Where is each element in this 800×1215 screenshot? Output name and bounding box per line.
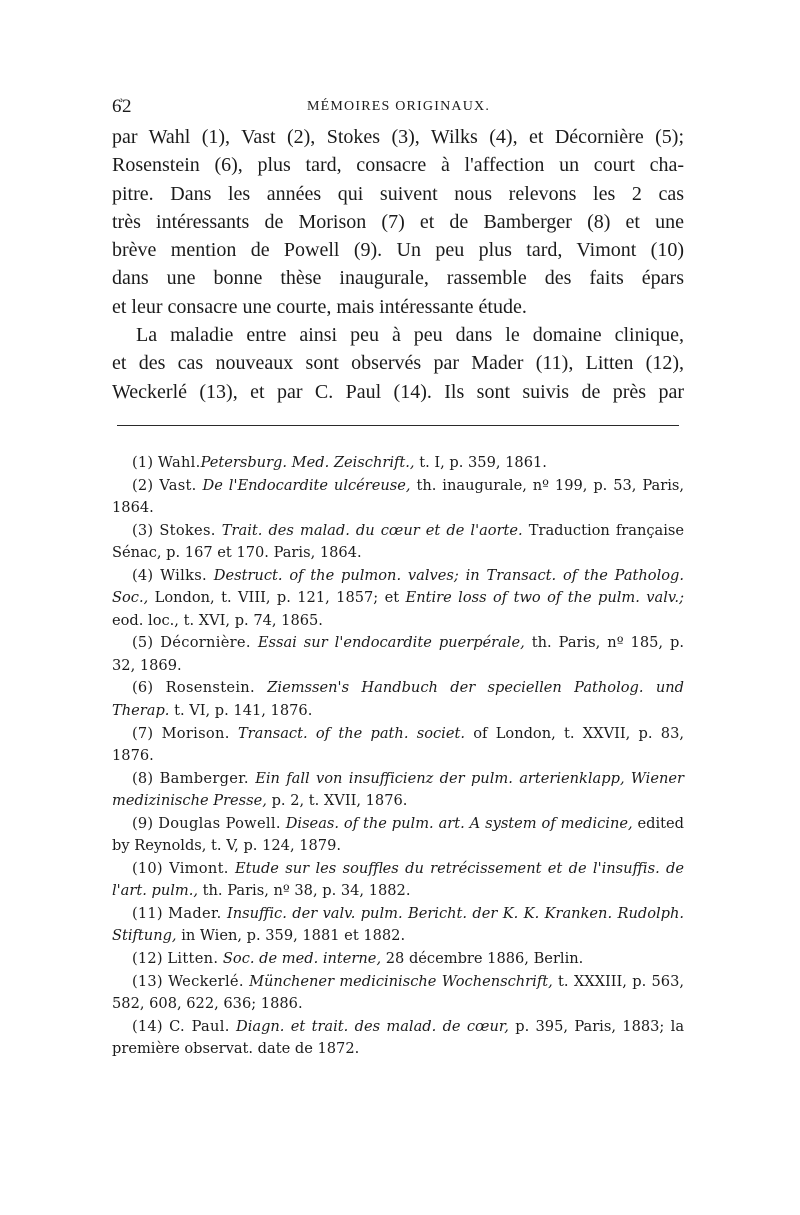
footnote-number: (7) — [132, 724, 154, 742]
footnote-number: (5) — [132, 634, 154, 652]
footnote-title: Soc. de med. interne, — [222, 950, 382, 968]
footnote-number: (14) — [132, 1017, 163, 1035]
body-line: pitre. Dans les années qui suivent nous relevons les 2 cas — [112, 182, 684, 205]
footnote — [112, 632, 684, 677]
footnote — [112, 1016, 684, 1061]
footnote-details: t. XXXIII, p. 563, 582, 608, 622, 636; 1886. — [112, 972, 684, 1013]
footnote-title: Trait. des malad. du cœur et de l'aorte. — [221, 521, 523, 539]
footnote — [112, 452, 684, 475]
footnote-author: Vimont. — [169, 859, 229, 877]
footnote-details: p. 395, Paris, 1883; la première observat. date de 1872. — [112, 1017, 685, 1058]
footnote — [112, 565, 684, 633]
footnote-title: Diseas. of the pulm. art. A system of medicine, — [285, 814, 633, 832]
footnote-number: (8) — [132, 769, 154, 787]
body-line: Rosenstein (6), plus tard, consacre à l'affection un court cha- — [112, 154, 684, 177]
footnote-author: Bamberger. — [159, 769, 249, 787]
footnote-title: Etude sur les souffles du retrécissement et de l'insuffis. de l'art. pulm., — [112, 859, 685, 900]
footnote — [112, 520, 684, 565]
footnote — [112, 813, 684, 858]
footnote-author: Vast. — [159, 476, 197, 494]
footnote-number: (13) — [132, 972, 163, 990]
footnote-author: Litten. — [167, 950, 219, 968]
body-text — [112, 123, 684, 406]
body-line: dans une bonne thèse inaugurale, rassemble des faits épars — [112, 267, 684, 290]
footnote-title: Ein fall von insufficienz der pulm. arterienklapp, Wiener medizinische Presse, — [112, 769, 684, 810]
footnote-details: th. Paris, nº 38, p. 34, 1882. — [198, 882, 411, 900]
footnote-title: Essai sur l'endocardite puerpérale, — [257, 634, 525, 652]
footnote-details: th. Paris, nº 185, p. 32, 1869. — [112, 634, 685, 674]
footnote-number: (9) — [132, 814, 154, 832]
footnote-number: (3) — [132, 521, 154, 539]
footnote-author: Rosenstein. — [165, 679, 255, 697]
page-number: 6͗2 — [112, 96, 132, 117]
footnote-number: (12) — [132, 950, 163, 968]
footnote-number: (2) — [132, 476, 154, 494]
footnote — [112, 723, 684, 768]
footnote-author: Décornière. — [160, 634, 251, 652]
footnote-author: Douglas Powell. — [158, 814, 281, 832]
running-head — [112, 96, 682, 118]
footnote-separator — [117, 425, 679, 426]
footnote-title: Transact. of the path. societ. — [237, 724, 465, 742]
footnote — [112, 903, 684, 948]
footnote-author: Weckerlé. — [168, 972, 244, 990]
body-line: Weckerlé (13), et par C. Paul (14). Ils sont suivis de près par — [112, 380, 684, 403]
footnote-title-secondary: Entire loss of two of the pulm. valv.; — [405, 589, 684, 607]
footnote — [112, 948, 684, 971]
footnote-title: Destruct. of the pulmon. valves; in Transact. of the Patholog. Soc., — [112, 566, 685, 607]
footnote-details: in Wien, p. 359, 1881 et 1882. — [176, 927, 406, 945]
footnote — [112, 971, 684, 1016]
body-line: La maladie entre ainsi peu à peu dans le domaine clinique, — [136, 324, 684, 347]
footnote-title: Petersburg. Med. Zeischrift., — [200, 454, 415, 471]
footnote-title: Insuffic. der valv. pulm. Bericht. der K. K. Kranken. Rudolph. Stiftung, — [112, 904, 685, 945]
footnote-number: (6) — [132, 679, 154, 697]
footnote-details: th. inaugurale, nº 199, p. 53, Paris, 1864. — [112, 476, 685, 517]
footnote-title: Diagn. et trait. des malad. de cœur, — [236, 1017, 509, 1035]
body-line: brève mention de Powell (9). Un peu plus tard, Vimont (10) — [112, 239, 684, 262]
footnote — [112, 677, 684, 722]
footnote-number: (1) — [132, 454, 154, 471]
footnote — [112, 858, 684, 903]
footnote-number: (11) — [132, 904, 163, 922]
body-line: et leur consacre une courte, mais intéressante étude. — [112, 295, 527, 318]
footnote-details: p. 2, t. XVII, 1876. — [266, 792, 408, 810]
footnote-author: Wilks. — [160, 566, 207, 584]
footnote-details-secondary: eod. loc., t. XVI, p. 74, 1865. — [112, 611, 323, 629]
footnote-details: 28 décembre 1886, Berlin. — [381, 950, 584, 968]
footnote-author: Mader. — [168, 904, 222, 922]
body-line: très intéressants de Morison (7) et de Bamberger (8) et une — [112, 210, 684, 233]
footnote-title: De l'Endocardite ulcéreuse, — [202, 476, 411, 494]
footnote-details: of London, t. XXVII, p. 83, 1876. — [112, 724, 685, 765]
footnotes — [112, 452, 684, 1061]
footnote-title: Münchener medicinische Wochenschrift, — [249, 972, 553, 990]
footnote-details: London, t. VIII, p. 121, 1857; et — [148, 589, 406, 607]
body-line: par Wahl (1), Vast (2), Stokes (3), Wilks (4), et Décornière (5); — [112, 126, 684, 148]
running-title: MÉMOIRES ORIGINAUX. — [307, 99, 491, 114]
body-line: et des cas nouveaux sont observés par Mader (11), Litten (12), — [112, 352, 684, 375]
footnote — [112, 475, 684, 520]
footnote-details: Traduction française Sénac, p. 167 et 170. Paris, 1864. — [112, 521, 685, 562]
footnote-details: edited by Reynolds, t. V, p. 124, 1879. — [112, 814, 685, 855]
footnote-details: t. VI, p. 141, 1876. — [169, 702, 313, 720]
footnote-number: (4) — [132, 566, 154, 584]
footnote-author: Stokes. — [159, 521, 216, 539]
footnote-title: Ziemssen's Handbuch der speciellen Patholog. und Therap. — [112, 679, 685, 720]
footnote-author: Morison. — [161, 724, 230, 742]
footnote — [112, 768, 684, 813]
footnote-author: C. Paul. — [169, 1017, 230, 1035]
footnote-author: Wahl. — [157, 454, 201, 471]
footnote-details: t. I, p. 359, 1861. — [414, 454, 547, 471]
footnote-number: (10) — [132, 859, 163, 877]
